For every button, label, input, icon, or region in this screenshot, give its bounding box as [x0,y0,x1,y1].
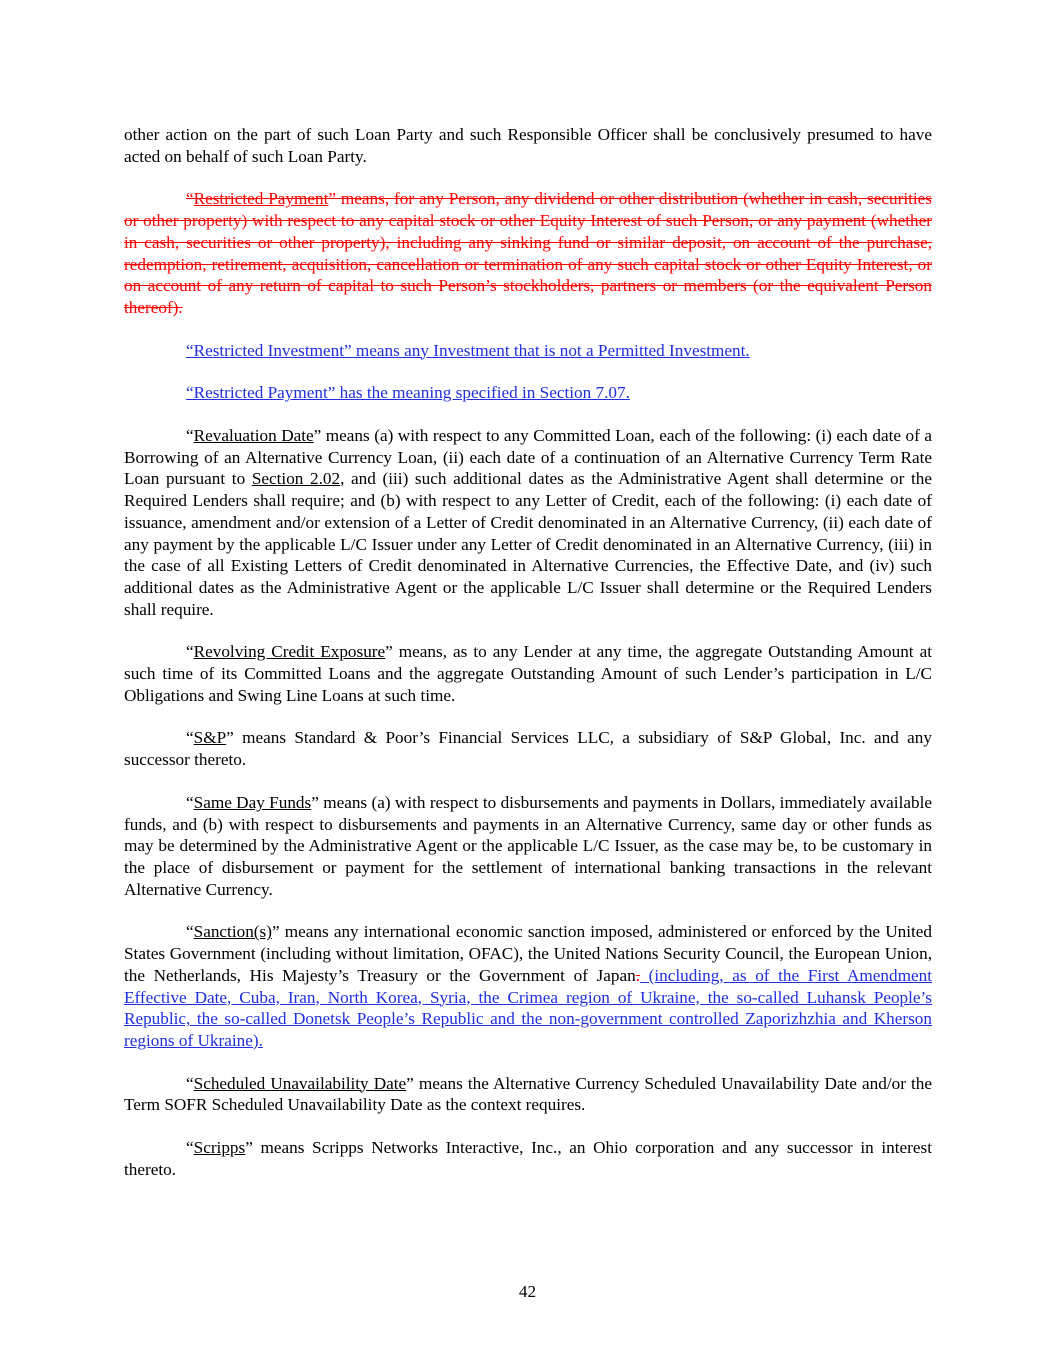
open-quote: “ [186,1138,194,1158]
defined-term: Scripps [193,1138,246,1158]
open-quote: “ [186,728,194,748]
defined-term: Restricted Payment [193,189,329,209]
open-quote: “ [186,1073,194,1093]
defined-term: Sanction(s) [193,922,272,942]
open-quote: “ [186,792,194,812]
definition-scripps [124,1137,932,1180]
deleted-text [124,189,932,317]
definition-sp [124,727,932,770]
inserted-text: “Restricted Payment” has the meaning specified in Section 7.07. [186,383,630,403]
deleted-definition-restricted-payment [124,188,932,318]
continuation-paragraph [124,124,932,167]
definition-body-cont: , and (iii) such additional dates as the Administrative Agent shall determine or the Required Lenders shall require; and (b) with respect to any Letter of Credit, each of the following: (i) each date of issuance, amendment and/or extension of a Letter of Credit denominated in an Alternative Currency, (ii) each date of any payment by the applicable L/C Issuer under any Letter of Credit denominated in an Alternative Currency, (iii) in the case of all Existing Letters of Credit denominated in Alternative Currencies, the Effective Date, and (iv) such additional dates as the Administrative Agent or the applicable L/C Issuer shall determine or the Required Lenders shall require. [124,469,932,619]
definition-body: ” means, for any Person, any dividend or other distribution (whether in cash, securities or other property) with respect to any capital stock or other Equity Interest of such Person, or any payment (whether in cash, securities or other property), including any sinking fund or similar deposit, on account of the purchase, redemption, retirement, acquisition, cancellation or termination of any such capital stock or other Equity Interest, or on account of any return of capital to such Person’s stockholders, partners or members (or the equivalent Person thereof). [124,189,932,317]
definition-revolving-credit-exposure [124,641,932,706]
open-quote: “ [186,189,194,209]
definition-same-day-funds [124,792,932,901]
paragraph-text: other action on the part of such Loan Party and such Responsible Officer shall be conclusively presumed to have acted on behalf of such Loan Party. [124,125,932,166]
defined-term: S&P [193,728,227,748]
open-quote: “ [186,426,194,446]
definition-body: ” means Standard & Poor’s Financial Services LLC, a subsidiary of S&P Global, Inc. and any successor thereto. [124,728,932,770]
definition-body: ” means any international economic sanction imposed, administered or enforced by the United States Government (including without limitation, OFAC), the United Nations Security Council, the European Union, the Netherlands, His Majesty’s Treasury or the Government of Japan [124,922,932,985]
defined-term: Revolving Credit Exposure [193,642,386,662]
definition-body: ” means, as to any Lender at any time, the aggregate Outstanding Amount at such time of its Committed Loans and the aggregate Outstanding Amount of such Lender’s participation in L/C Obligations and Swing Line Loans at such time. [124,642,932,705]
definition-body: ” means Scripps Networks Interactive, Inc., an Ohio corporation and any successor in interest thereto. [124,1138,932,1179]
definition-body: ” means the Alternative Currency Scheduled Unavailability Date and/or the Term SOFR Scheduled Unavailability Date as the context requires. [124,1073,932,1115]
defined-term: Scheduled Unavailability Date [193,1073,407,1093]
inserted-definition-restricted-investment [124,340,932,362]
inserted-definition-restricted-payment [124,382,932,404]
inserted-text: “Restricted Investment” means any Investment that is not a Permitted Investment. [186,340,750,360]
definition-sanctions [124,921,932,1051]
defined-term: Same Day Funds [193,792,312,812]
open-quote: “ [186,922,194,942]
definition-revaluation-date [124,425,932,620]
deleted-text: . [635,965,640,985]
definition-scheduled-unavailability-date [124,1073,932,1116]
definition-body: ” means (a) with respect to disbursements and payments in Dollars, immediately available funds, and (b) with respect to disbursements and payments in an Alternative Currency, same day or other funds as may be determined by the Administrative Agent or the applicable L/C Issuer, as the case may be, to be customary in the place of disbursement or payment for the settlement of international banking transactions in the relevant Alternative Currency. [124,792,932,899]
document-page [124,124,932,1201]
definition-body: ” means (a) with respect to any Committed Loan, each of the following: (i) each date of a Borrowing of an Alternative Currency Loan, (ii) each date of a continuation of an Alternative Currency Term Rate Loan pursuant to [124,426,932,489]
inserted-text: (including, as of the First Amendment Effective Date, Cuba, Iran, North Korea, Syria, the Crimea region of Ukraine, the so-called Luhansk People’s Republic, the so-called Donetsk People’s Republic and the non-government controlled Zaporizhzhia and Kherson regions of Ukraine). [124,965,932,1050]
open-quote: “ [186,642,194,662]
section-reference: Section 2.02 [251,469,341,489]
page-number: 42 [518,1282,537,1301]
defined-term: Revaluation Date [193,426,314,446]
